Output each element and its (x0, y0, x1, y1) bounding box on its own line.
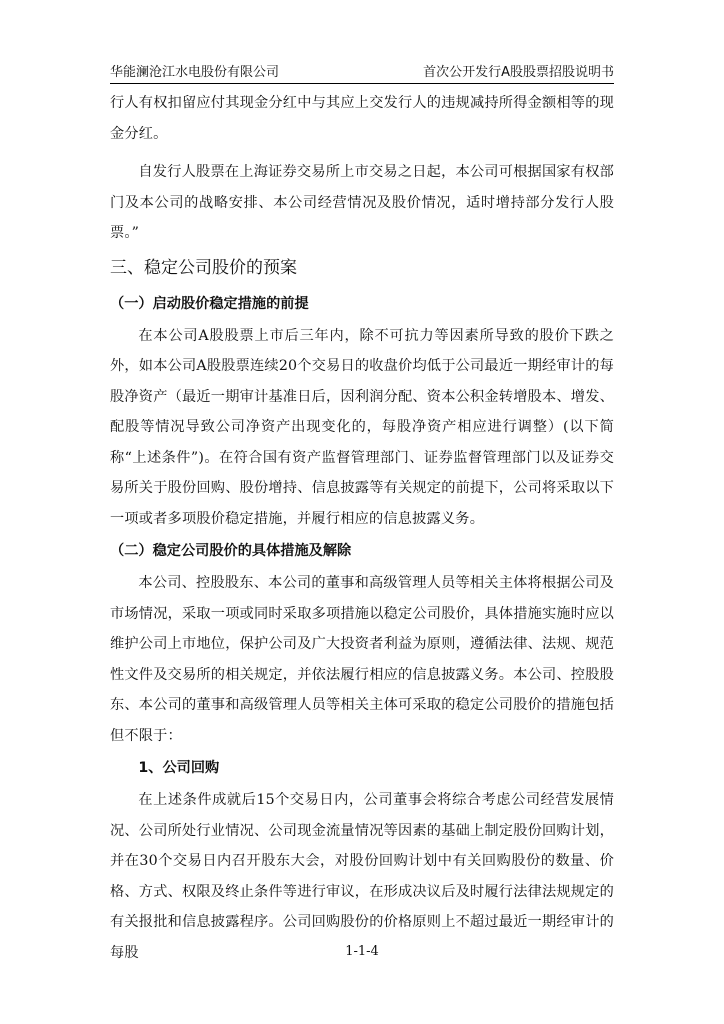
item-heading-1: 1、公司回购 (138, 760, 220, 776)
paragraph-share-increase: 自发行人股票在上海证券交易所上市交易之日起，本公司可根据国家有权部门及本公司的战略安排、本公司经营情况及股价情况，适时增持部分发行人股票。” (110, 164, 614, 241)
section-heading: 三、稳定公司股价的预案 (110, 257, 297, 278)
page-header (110, 56, 614, 84)
subsection-heading-1: （一）启动股价稳定措施的前提 (110, 295, 309, 312)
subsection-heading-2: （二）稳定公司股价的具体措施及解除 (110, 543, 352, 559)
header-document-title: 首次公开发行A股股票招股说明书 (423, 65, 614, 80)
paragraph-buyback: 在上述条件成就后15个交易日内，公司董事会将综合考虑公司经营发展情况、公司所处行业情况、公司现金流量情况等因素的基础上制定股份回购计划，并在30个交易日内召开股东大会，对股份回购计划中有关回购股份的数量、价格、方式、权限及终止条件等进行审议，在形成决议后及时履行法律法规规定的有关报批和信息披露程序。公司回购股份的价格原则上不超过最近一期经审计的每股 (110, 792, 614, 961)
page-content (110, 88, 614, 968)
header-company-name: 华能澜沧江水电股份有限公司 (110, 65, 280, 80)
paragraph-trigger-condition: 在本公司A股股票上市后三年内，除不可抗力等因素所导致的股价下跌之外，如本公司A股股票连续20个交易日的收盘价均低于公司最近一期经审计的每股净资产（最近一期审计基准日后，因利润分配、资本公积金转增股本、增发、配股等情况导致公司净资产出现变化的，每股净资产相应进行调整）(以下简称“上述条件”)。在符合国有资产监督管理部门、证券监督管理部门以及证券交易所关于股份回购、股份增持、信息披露等有关规定的前提下，公司将采取以下一项或者多项股价稳定措施，并履行相应的信息披露义务。 (110, 327, 614, 527)
page-number: 1-1-4 (345, 944, 379, 959)
paragraph-continued: 行人有权扣留应付其现金分红中与其应上交发行人的违规减持所得金额相等的现金分红。 (110, 95, 614, 142)
paragraph-measures: 本公司、控股股东、本公司的董事和高级管理人员等相关主体将根据公司及市场情况，采取一项或同时采取多项措施以稳定公司股价，具体措施实施时应以维护公司上市地位，保护公司及广大投资者利益为原则，遵循法律、法规、规范性文件及交易所的相关规定，并依法履行相应的信息披露义务。本公司、控股股东、本公司的董事和高级管理人员等相关主体可采取的稳定公司股价的措施包括但不限于： (110, 575, 614, 744)
